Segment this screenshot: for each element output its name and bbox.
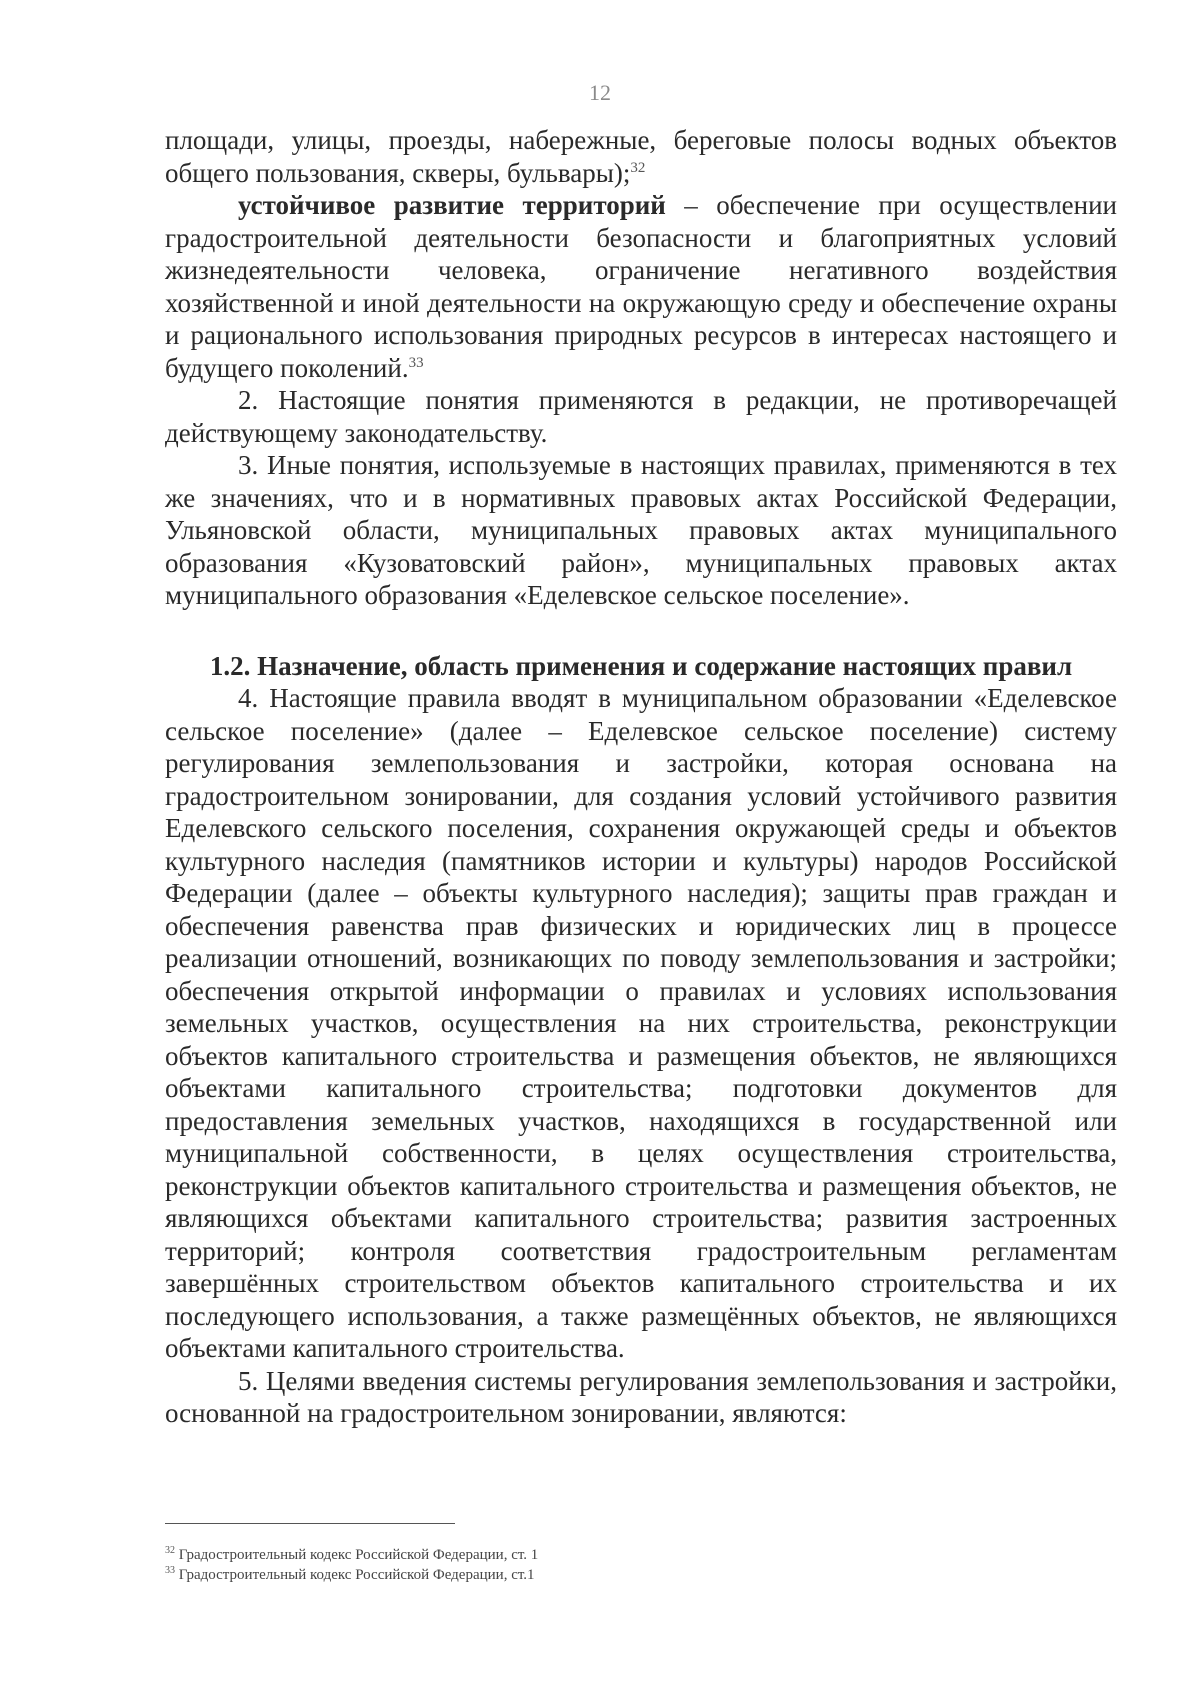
paragraph-text: площади, улицы, проезды, набережные, береговые полосы водных объектов общего пользования, скверы, бульвары); <box>165 125 1117 188</box>
defined-term: устойчивое развитие территорий <box>238 190 666 220</box>
footnote-divider <box>165 1523 455 1524</box>
paragraph-4: 4. Настоящие правила вводят в муниципальном образовании «Еделевское сельское поселение» (далее – Еделевское сельское поселение) систему регулирования землепользования и застройки, которая основана на градостроительном зонировании, для создания условий устойчивого развития Еделевского сельского поселения, сохранения окружающей среды и объектов культурного наследия (памятников истории и культуры) народов Российской Федерации (далее – объекты культурного наследия); защиты прав граждан и обеспечения равенства прав физических и юридических лиц в процессе реализации отношений, возникающих по поводу землепользования и застройки; обеспечения открытой информации о правилах и условиях использования земельных участков, осуществления на них строительства, реконструкции объектов капитального строительства и размещения объектов, не являющихся объектами капитального строительства; подготовки документов для предоставления земельных участков, находящихся в государственной или муниципальной собственности, в целях осуществления строительства, реконструкции объектов капитального строительства и размещения объектов, не являющихся объектами капитального строительства; развития застроенных территорий; контроля соответствия градостроительным регламентам завершённых строительством объектов капитального строительства и их последующего использования, а также размещённых объектов, не являющихся объектами капитального строительства. <box>165 683 1117 1363</box>
paragraph-3: 3. Иные понятия, используемые в настоящих правилах, применяются в тех же значениях, что и в нормативных правовых актах Российской Федерации, Ульяновской области, муниципальных правовых актах муниципального образования «Кузоватовский район», муниципальных правовых актах муниципального образования «Еделевское сельское поселение». <box>165 450 1117 610</box>
document-body <box>165 124 1117 1430</box>
footnote-ref-32: 32 <box>630 159 646 176</box>
paragraph-continuation <box>165 124 1117 189</box>
paragraph-5: 5. Целями введения системы регулирования землепользования и застройки, основанной на градостроительном зонировании, являются: <box>165 1365 1117 1428</box>
footnote-text: Градостроительный кодекс Российской Федерации, ст. 1 <box>178 1547 539 1563</box>
section-heading: 1.2. Назначение, область применения и содержание настоящих правил <box>209 650 1073 681</box>
definition-text: – обеспечение при осуществлении градостроительной деятельности безопасности и благоприятных условий жизнедеятельности человека, ограничение негативного воздействия хозяйственной и иной деятельности на окружающую среду и обеспечение охраны и рационального использования природных ресурсов в интересах настоящего и будущего поколений. <box>165 190 1117 383</box>
footnote-text: Градостроительный кодекс Российской Федерации, ст.1 <box>178 1567 535 1583</box>
footnote-32 <box>165 1545 1117 1565</box>
page-number: 12 <box>589 80 611 105</box>
footnote-ref-33: 33 <box>408 354 424 371</box>
footnote-number: 33 <box>165 1565 175 1576</box>
footnote-number: 32 <box>165 1545 175 1556</box>
paragraph-2: 2. Настоящие понятия применяются в редакции, не противоречащей действующему законодательству. <box>165 385 1117 448</box>
paragraph-definition <box>165 189 1117 384</box>
footnotes <box>165 1545 1117 1585</box>
footnote-33 <box>165 1565 1117 1585</box>
